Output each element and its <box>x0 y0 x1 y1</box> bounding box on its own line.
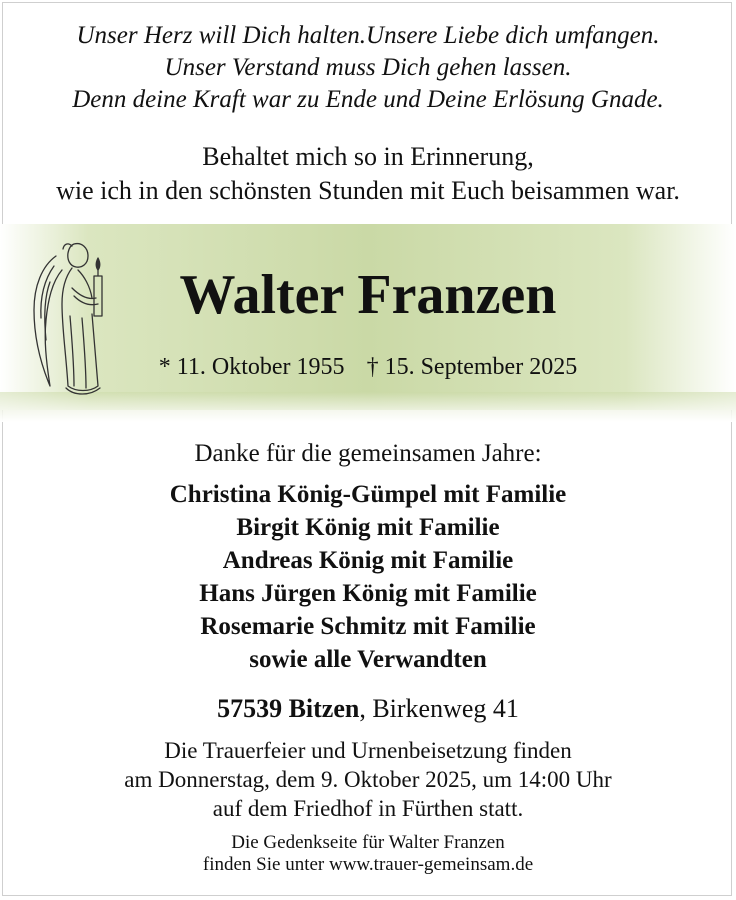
birth-date: * 11. Oktober 1955 <box>158 354 345 380</box>
mourners-list <box>0 478 736 676</box>
mourner-item: Christina König-Gümpel mit Familie <box>169 481 567 508</box>
poem-line: Unser Herz will Dich halten.Unsere Liebe dich umfangen. <box>76 22 660 49</box>
ceremony-line: Die Trauerfeier und Urnenbeisetzung finden <box>164 738 572 763</box>
quote <box>0 140 736 208</box>
ceremony-line: auf dem Friedhof in Fürthen statt. <box>212 796 524 821</box>
quote-line: wie ich in den schönsten Stunden mit Euch beisammen war. <box>56 176 680 205</box>
life-dates <box>120 352 616 382</box>
address <box>0 693 736 725</box>
poem-line: Unser Verstand muss Dich gehen lassen. <box>164 54 572 81</box>
memorial-line: finden Sie unter www.trauer-gemeinsam.de <box>202 854 534 875</box>
address-street: , Birkenweg 41 <box>359 694 519 723</box>
memorial-line: Die Gedenkseite für Walter Franzen <box>231 832 505 853</box>
address-city: 57539 Bitzen <box>217 694 360 723</box>
deceased-name: Walter Franzen <box>179 264 557 326</box>
mourner-item: Birgit König mit Familie <box>236 514 500 541</box>
mourner-item: sowie alle Verwandten <box>249 646 487 673</box>
ceremony-info <box>0 736 736 823</box>
poem <box>0 20 736 116</box>
mourner-item: Rosemarie Schmitz mit Familie <box>200 613 536 640</box>
mourner-item: Andreas König mit Familie <box>222 547 514 574</box>
ceremony-line: am Donnerstag, dem 9. Oktober 2025, um 14:00 Uhr <box>124 767 612 792</box>
mourner-item: Hans Jürgen König mit Familie <box>199 580 537 607</box>
quote-line: Behaltet mich so in Erinnerung, <box>202 142 534 171</box>
thanks-heading: Danke für die gemeinsamen Jahre: <box>194 440 542 467</box>
poem-line: Denn deine Kraft war zu Ende und Deine Erlösung Gnade. <box>72 86 664 113</box>
angel-with-candle-icon <box>28 236 112 404</box>
memorial-page-info <box>0 832 736 876</box>
death-date: † 15. September 2025 <box>366 354 578 380</box>
